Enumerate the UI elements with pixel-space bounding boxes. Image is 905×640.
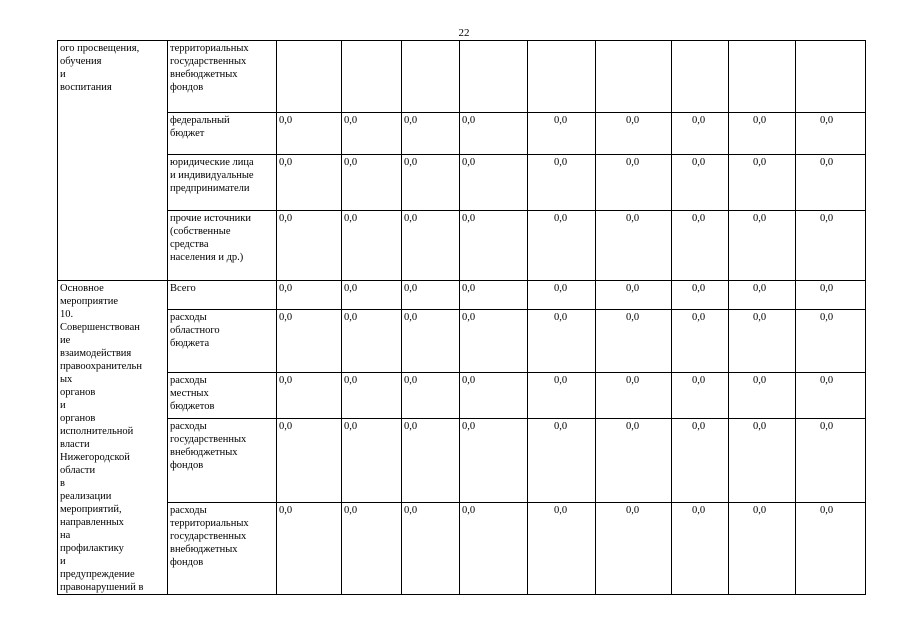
value-cell: 0,0 <box>277 419 342 502</box>
funding-source-cell <box>168 155 277 211</box>
value-cell: 0,0 <box>460 373 528 419</box>
value-cell: 0,0 <box>402 310 460 373</box>
activity-name-cell <box>58 41 168 281</box>
value-cell: 0,0 <box>596 281 672 310</box>
value-cell: 0,0 <box>596 310 672 373</box>
text-line: и индивидуальные <box>170 170 254 181</box>
text-line: мероприятий, <box>60 504 122 515</box>
value-cell: 0,0 <box>402 419 460 502</box>
value-cell: 0,0 <box>796 281 866 310</box>
funding-source-cell <box>168 502 277 594</box>
table-row <box>58 155 866 211</box>
value-cell: 0,0 <box>342 113 402 155</box>
text-line: предприниматели <box>170 183 250 194</box>
table-row <box>58 41 866 113</box>
value-cell: 0,0 <box>729 310 796 373</box>
value-cell: 0,0 <box>729 419 796 502</box>
value-cell <box>528 41 596 113</box>
value-cell: 0,0 <box>460 281 528 310</box>
text-line: расходы <box>170 312 207 324</box>
value-cell <box>796 41 866 113</box>
text-line: государственных <box>170 56 247 67</box>
funding-source-cell <box>168 281 277 310</box>
table-row <box>58 502 866 594</box>
value-cell: 0,0 <box>528 419 596 502</box>
value-cell: 0,0 <box>460 419 528 502</box>
text-line: государственных <box>170 530 247 542</box>
value-cell: 0,0 <box>596 211 672 281</box>
value-cell: 0,0 <box>596 113 672 155</box>
value-cell <box>402 41 460 113</box>
value-cell: 0,0 <box>342 502 402 594</box>
table-row <box>58 373 866 419</box>
funding-source-cell <box>168 373 277 419</box>
text-line: ых органов и <box>60 374 96 411</box>
text-line: ого просвещения, <box>60 43 140 54</box>
value-cell: 0,0 <box>342 310 402 373</box>
value-cell <box>460 41 528 113</box>
value-cell: 0,0 <box>729 211 796 281</box>
value-cell: 0,0 <box>796 419 866 502</box>
text-line: исполнительной <box>60 426 134 437</box>
value-cell <box>277 41 342 113</box>
funding-source-cell <box>168 113 277 155</box>
page-number: 22 <box>458 27 470 39</box>
text-line: территориальных <box>170 517 249 529</box>
value-cell: 0,0 <box>342 419 402 502</box>
value-cell: 0,0 <box>402 113 460 155</box>
value-cell: 0,0 <box>402 373 460 419</box>
value-cell: 0,0 <box>672 211 729 281</box>
value-cell: 0,0 <box>672 113 729 155</box>
value-cell: 0,0 <box>528 310 596 373</box>
text-line: расходы <box>170 504 207 516</box>
table-row <box>58 211 866 281</box>
text-line: предупреждение <box>60 569 135 580</box>
value-cell: 0,0 <box>402 281 460 310</box>
value-cell <box>596 41 672 113</box>
value-cell: 0,0 <box>528 155 596 211</box>
value-cell: 0,0 <box>528 113 596 155</box>
value-cell: 0,0 <box>796 310 866 373</box>
text-line: фондов <box>170 556 204 568</box>
text-line: направленных на <box>60 517 124 541</box>
text-line: Всего <box>170 283 196 294</box>
value-cell: 0,0 <box>277 310 342 373</box>
text-line: взаимодействия <box>60 348 132 359</box>
text-line: бюджета <box>170 338 210 350</box>
value-cell: 0,0 <box>596 502 672 594</box>
text-line: ие <box>60 335 71 346</box>
text-line: областного <box>170 325 220 337</box>
activity-name-cell <box>58 281 168 595</box>
text-line: внебюджетных <box>170 69 238 80</box>
text-line: бюджет <box>170 128 205 139</box>
value-cell: 0,0 <box>729 113 796 155</box>
text-line: бюджетов <box>170 401 215 413</box>
budget-table <box>57 40 866 595</box>
text-line: федеральный <box>170 115 230 126</box>
funding-source-cell <box>168 211 277 281</box>
value-cell: 0,0 <box>729 502 796 594</box>
text-line: юридические лица <box>170 157 254 168</box>
funding-source-cell <box>168 419 277 502</box>
value-cell: 0,0 <box>596 155 672 211</box>
text-line: государственных <box>170 434 247 446</box>
value-cell: 0,0 <box>672 310 729 373</box>
text-line: Нижегородской <box>60 452 130 463</box>
text-line: расходы <box>170 421 207 433</box>
value-cell: 0,0 <box>460 310 528 373</box>
value-cell: 0,0 <box>277 155 342 211</box>
text-line: (собственные <box>170 226 231 237</box>
value-cell <box>729 41 796 113</box>
value-cell: 0,0 <box>342 281 402 310</box>
text-line: органов <box>60 413 96 424</box>
value-cell <box>342 41 402 113</box>
value-cell: 0,0 <box>796 211 866 281</box>
budget-table-body <box>58 41 866 595</box>
value-cell: 0,0 <box>596 419 672 502</box>
value-cell: 0,0 <box>672 155 729 211</box>
text-line: фондов <box>170 82 204 93</box>
value-cell: 0,0 <box>402 155 460 211</box>
text-line: фондов <box>170 460 204 472</box>
funding-source-cell <box>168 41 277 113</box>
text-line: обучения и <box>60 56 102 80</box>
table-row <box>58 281 866 310</box>
text-line: территориальных <box>170 43 249 54</box>
value-cell: 0,0 <box>672 281 729 310</box>
value-cell: 0,0 <box>342 373 402 419</box>
value-cell: 0,0 <box>277 113 342 155</box>
table-row <box>58 113 866 155</box>
value-cell: 0,0 <box>596 373 672 419</box>
text-line: реализации <box>60 491 112 502</box>
text-line: воспитания <box>60 82 112 93</box>
table-row <box>58 419 866 502</box>
value-cell: 0,0 <box>277 502 342 594</box>
value-cell: 0,0 <box>672 502 729 594</box>
value-cell: 0,0 <box>277 281 342 310</box>
text-line: населения и др.) <box>170 252 244 263</box>
value-cell: 0,0 <box>528 211 596 281</box>
value-cell: 0,0 <box>460 211 528 281</box>
value-cell: 0,0 <box>729 373 796 419</box>
text-line: средства <box>170 239 209 250</box>
text-line: правоохранительн <box>60 361 142 372</box>
value-cell: 0,0 <box>402 502 460 594</box>
value-cell: 0,0 <box>729 155 796 211</box>
value-cell: 0,0 <box>277 373 342 419</box>
text-line: правонарушений в <box>60 582 144 593</box>
text-line: Основное <box>60 283 104 294</box>
text-line: внебюджетных <box>170 447 238 459</box>
value-cell: 0,0 <box>729 281 796 310</box>
text-line: Совершенствован <box>60 322 140 333</box>
text-line: профилактику и <box>60 543 124 567</box>
value-cell: 0,0 <box>796 155 866 211</box>
value-cell: 0,0 <box>460 113 528 155</box>
value-cell: 0,0 <box>796 373 866 419</box>
text-line: мероприятие 10. <box>60 296 118 320</box>
value-cell: 0,0 <box>460 502 528 594</box>
value-cell: 0,0 <box>342 211 402 281</box>
value-cell: 0,0 <box>796 502 866 594</box>
value-cell: 0,0 <box>528 502 596 594</box>
value-cell: 0,0 <box>796 113 866 155</box>
value-cell: 0,0 <box>277 211 342 281</box>
value-cell <box>672 41 729 113</box>
text-line: области в <box>60 465 96 489</box>
table-row <box>58 310 866 373</box>
text-line: прочие источники <box>170 213 251 224</box>
value-cell: 0,0 <box>460 155 528 211</box>
value-cell: 0,0 <box>402 211 460 281</box>
value-cell: 0,0 <box>342 155 402 211</box>
value-cell: 0,0 <box>528 373 596 419</box>
value-cell: 0,0 <box>672 373 729 419</box>
value-cell: 0,0 <box>528 281 596 310</box>
text-line: власти <box>60 439 90 450</box>
value-cell: 0,0 <box>672 419 729 502</box>
funding-source-cell <box>168 310 277 373</box>
text-line: расходы местных <box>170 375 209 400</box>
text-line: внебюджетных <box>170 543 238 555</box>
